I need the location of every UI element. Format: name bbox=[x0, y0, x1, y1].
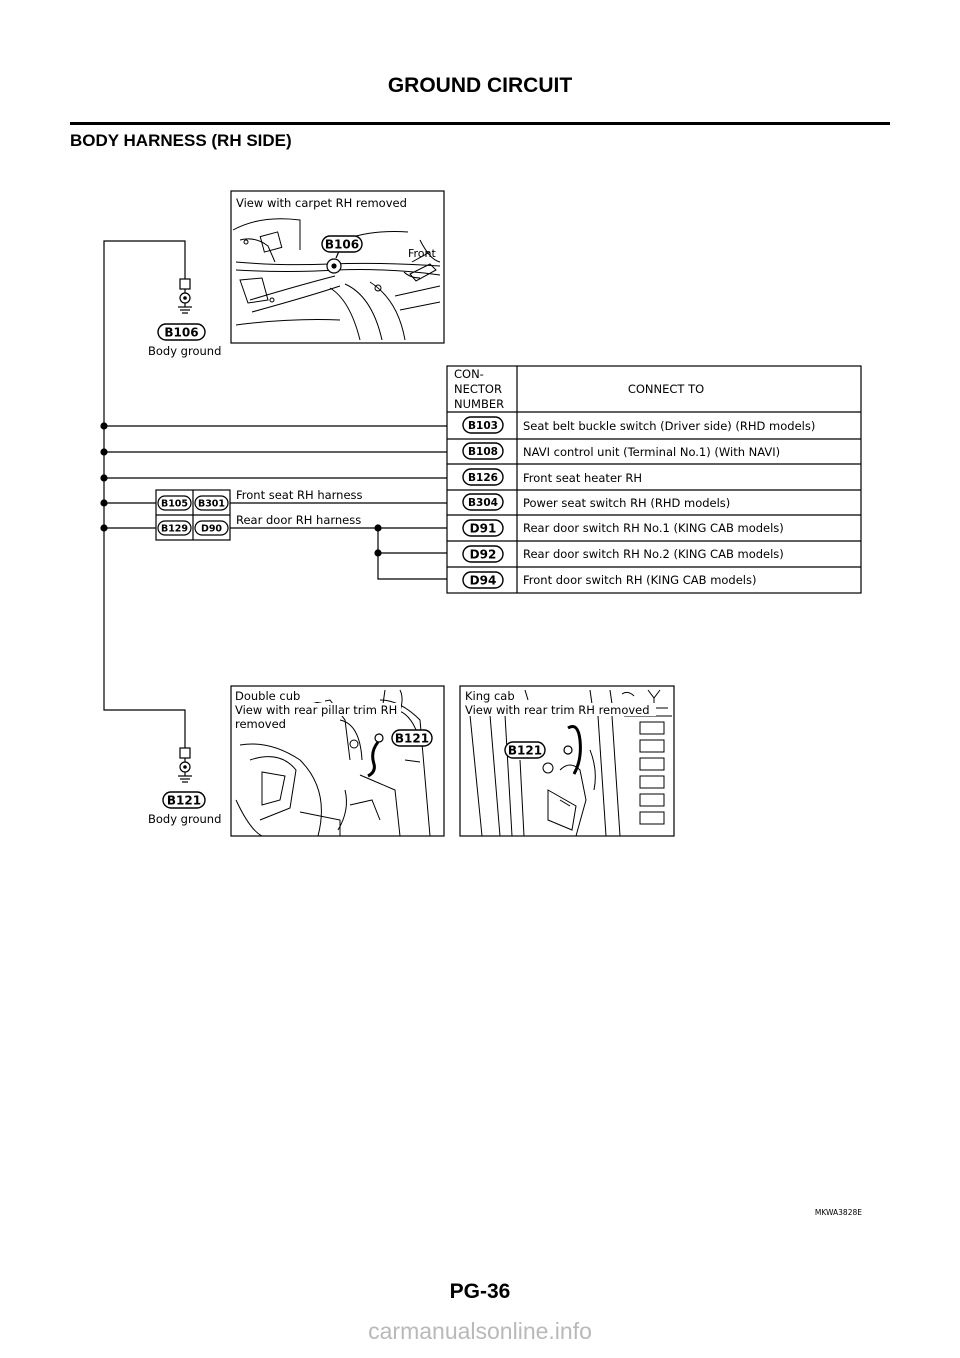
figure-code: MKWA3828E bbox=[814, 1208, 862, 1217]
harness-conn-d90: D90 bbox=[200, 523, 223, 535]
table-row bbox=[463, 417, 815, 433]
row-connector: B103 bbox=[468, 420, 498, 432]
body-ground-label-bottom: Body ground bbox=[148, 812, 222, 826]
harness-conn-b301: B301 bbox=[197, 498, 226, 510]
row-connector: D94 bbox=[469, 573, 497, 588]
connector-badge-b106 bbox=[158, 324, 205, 340]
row-connector: D91 bbox=[469, 521, 497, 536]
table-row bbox=[463, 469, 642, 485]
view-carpet-rh-removed bbox=[231, 191, 444, 343]
rear-door-harness-label: Rear door RH harness bbox=[236, 513, 362, 527]
harness-conn-b129: B129 bbox=[160, 523, 189, 535]
connector-badge-b121 bbox=[163, 792, 205, 808]
king-cab-title: King cab bbox=[465, 689, 515, 703]
ground-symbol-icon bbox=[178, 748, 192, 782]
row-connect-to: Front seat heater RH bbox=[523, 471, 643, 485]
table-row bbox=[463, 443, 780, 459]
double-cab-b121-callout: B121 bbox=[394, 731, 430, 746]
row-connect-to: Rear door switch RH No.2 (KING CAB models) bbox=[523, 547, 784, 561]
table-row bbox=[463, 494, 730, 510]
table-row bbox=[463, 546, 784, 562]
table-header-connector-line2: NECTOR bbox=[454, 382, 502, 396]
row-connect-to: Rear door switch RH No.1 (KING CAB models) bbox=[523, 521, 784, 535]
king-cab-subtitle: View with rear trim RH removed bbox=[465, 703, 650, 717]
double-cab-subtitle-2: removed bbox=[235, 717, 286, 731]
view-front-label: Front bbox=[408, 247, 436, 260]
page-title: GROUND CIRCUIT bbox=[387, 74, 573, 97]
connector-b106-label: B106 bbox=[164, 325, 199, 340]
row-connector: B108 bbox=[468, 446, 498, 458]
row-connect-to: NAVI control unit (Terminal No.1) (With NAVI) bbox=[523, 445, 781, 459]
row-connector: B304 bbox=[468, 497, 498, 509]
king-cab-b121-callout: B121 bbox=[507, 743, 543, 758]
body-ground-label-top: Body ground bbox=[148, 344, 222, 358]
row-connect-to: Seat belt buckle switch (Driver side) (RHD models) bbox=[523, 419, 816, 433]
harness-conn-b105: B105 bbox=[160, 498, 189, 510]
view-b106-callout: B106 bbox=[324, 237, 360, 252]
double-cab-subtitle: View with rear pillar trim RH bbox=[235, 703, 398, 717]
view-double-cab bbox=[231, 686, 444, 836]
watermark[interactable]: carmanualsonline.info bbox=[368, 1318, 592, 1344]
row-connect-to: Power seat switch RH (RHD models) bbox=[523, 496, 731, 510]
table-header-connect-to: CONNECT TO bbox=[627, 382, 705, 396]
section-heading: BODY HARNESS (RH SIDE) bbox=[70, 131, 292, 150]
ground-symbol-icon bbox=[178, 279, 192, 313]
connector-b121-label: B121 bbox=[166, 793, 202, 808]
table-row bbox=[463, 520, 784, 536]
view-king-cab bbox=[460, 686, 674, 836]
table-header-connector-line3: NUMBER bbox=[454, 397, 505, 411]
double-cab-title: Double cub bbox=[235, 689, 301, 703]
row-connector: B126 bbox=[468, 472, 498, 484]
row-connector: D92 bbox=[469, 547, 497, 562]
view-carpet-title: View with carpet RH removed bbox=[236, 196, 407, 210]
row-connect-to: Front door switch RH (KING CAB models) bbox=[523, 573, 757, 587]
connector-table bbox=[447, 366, 861, 593]
table-header-connector-line1: CON- bbox=[454, 367, 484, 381]
harness-connector-block bbox=[156, 490, 230, 540]
front-seat-harness-label: Front seat RH harness bbox=[236, 488, 363, 502]
page-number: PG-36 bbox=[449, 1280, 511, 1303]
table-row bbox=[463, 572, 756, 588]
